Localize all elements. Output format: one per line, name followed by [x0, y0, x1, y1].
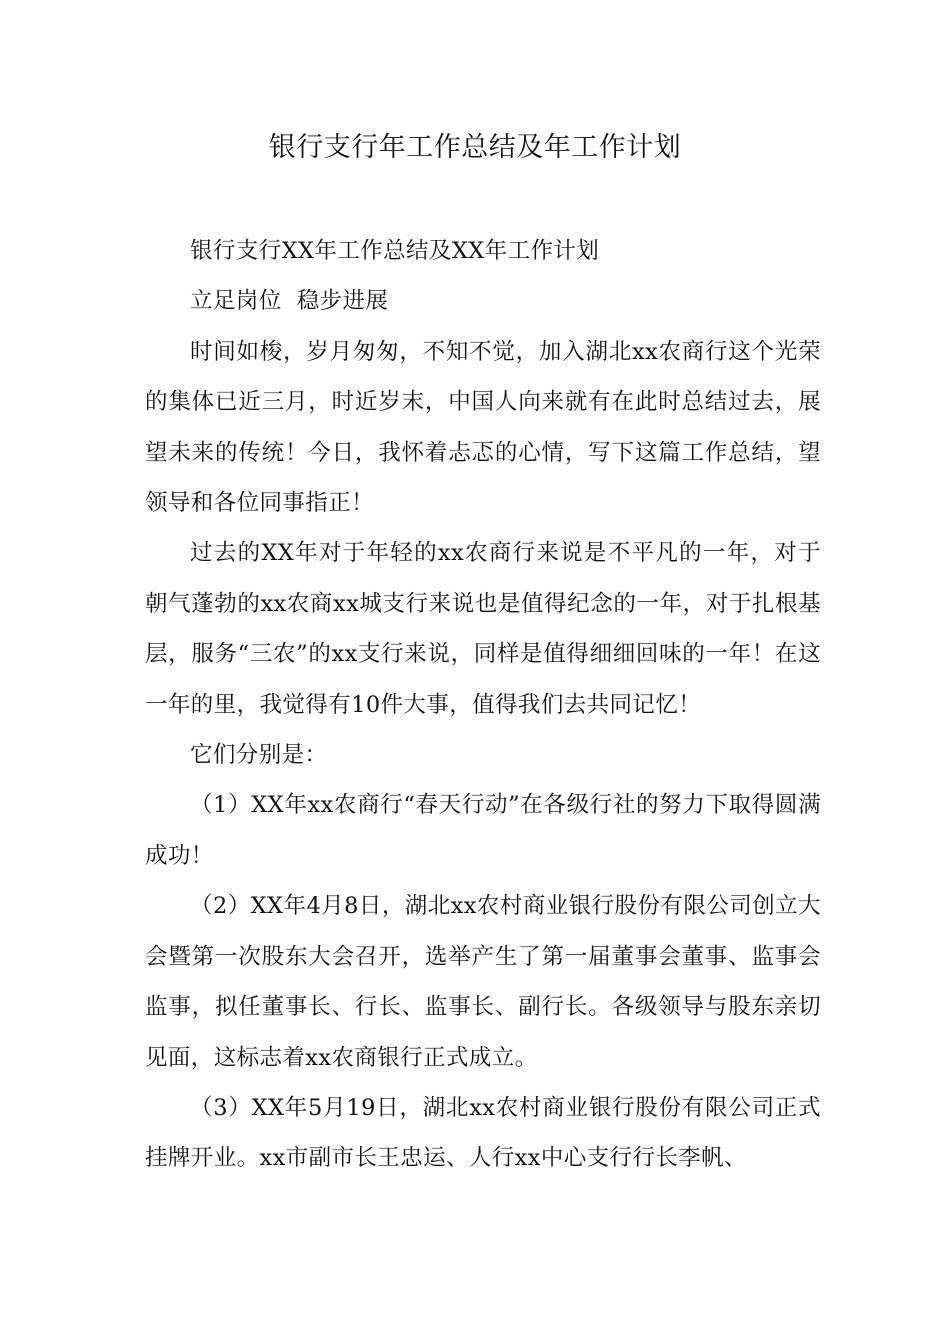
review-paragraph: 过去的XX年对于年轻的xx农商行来说是不平凡的一年，对于朝气蓬勃的xx农商xx城支行来说也是值得纪念的一年，对于扎根基层，服务“三农”的xx支行来说，同样是值得细细回味的一年！在这一年的里，我觉得有10件大事，值得我们去共同记忆！	[145, 540, 821, 718]
theme-paragraph: 立足岗位 稳步进展	[190, 288, 389, 315]
event-item-2: （2）XX年4月8日，湖北xx农村商业银行股份有限公司创立大会暨第一次股东大会召开，选举产生了第一届董事会董事、监事会监事，拟任董事长、行长、监事长、副行长。各级领导与股东亲切见面，这标志着xx农商银行正式成立。	[145, 893, 821, 1071]
document-body	[145, 226, 821, 1184]
subtitle-paragraph: 银行支行XX年工作总结及XX年工作计划	[190, 238, 600, 264]
event-item-3: （3）XX年5月19日，湖北xx农村商业银行股份有限公司正式挂牌开业。xx市副市长王忠运、人行xx中心支行行长李帆、	[145, 1094, 821, 1172]
list-lead-paragraph: 它们分别是：	[190, 742, 328, 769]
event-item-1: （1）XX年xx农商行“春天行动”在各级行社的努力下取得圆满成功！	[145, 792, 821, 869]
document-title: 银行支行年工作总结及年工作计划	[268, 132, 682, 163]
intro-paragraph: 时间如梭，岁月匆匆，不知不觉，加入湖北xx农商行这个光荣的集体已近三月，时近岁末，中国人向来就有在此时总结过去，展望未来的传统！今日，我怀着忐忑的心情，写下这篇工作总结，望领导和各位同事指正！	[145, 338, 821, 517]
